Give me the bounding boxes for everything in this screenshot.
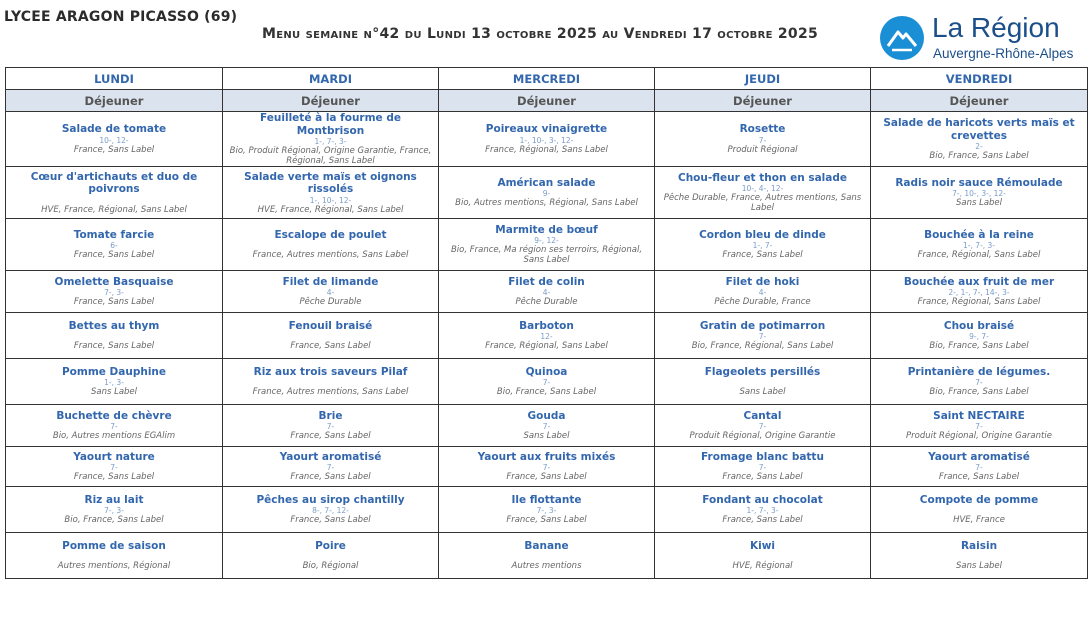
dish-cell (6, 359, 223, 405)
dish-cell (223, 487, 439, 533)
dish-cell (223, 112, 439, 167)
dish-allergens: 1-, 3- (104, 378, 124, 388)
dish-name: Saint NECTAIRE (933, 409, 1025, 422)
dish-labels: Bio, Autres mentions, Régional, Sans Label (455, 198, 638, 209)
dish-cell (223, 405, 439, 447)
dish-allergens (659, 552, 866, 561)
dish-name: Yaourt aromatisé (279, 450, 382, 463)
dish-name: Compote de pomme (919, 493, 1039, 506)
dish-allergens: 7- (975, 378, 983, 388)
dish-cell (6, 447, 223, 487)
dish-allergens: 7- (326, 422, 335, 432)
dish-labels: Bio, France, Sans Label (929, 387, 1029, 398)
dish-allergens: 7- (542, 422, 551, 432)
dish-cell (6, 271, 223, 313)
dish-labels: France, Autres mentions, Sans Label (252, 387, 409, 398)
dish-name: Raisin (960, 539, 998, 552)
dish-name: Poire (315, 539, 346, 552)
dish-name: Tomate farcie (73, 228, 155, 241)
dish-allergens (10, 552, 218, 561)
dish-name: Filet de hoki (725, 275, 800, 288)
dish-cell (655, 219, 871, 271)
dish-labels: France, Sans Label (73, 144, 155, 155)
meal-row (6, 90, 1088, 112)
dish-cell (223, 533, 439, 579)
dish-cell (439, 271, 655, 313)
dish-labels: France, Autres mentions, Sans Label (252, 250, 409, 261)
dish-labels: France, Sans Label (506, 472, 587, 483)
dish-allergens: 7- (758, 332, 767, 342)
dish-labels: France, Sans Label (722, 472, 803, 483)
dish-cell (871, 271, 1088, 313)
dish-row (6, 487, 1088, 533)
dish-labels: Sans Label (739, 387, 786, 398)
dish-allergens (227, 241, 434, 250)
dish-labels: France, Sans Label (290, 515, 371, 526)
dish-name: Riz aux trois saveurs Pilaf (253, 365, 408, 378)
dish-name: Cœur d'artichauts et duo de poivrons (30, 170, 198, 195)
dish-name: Fromage blanc battu (701, 450, 824, 463)
dish-allergens: 4- (758, 288, 767, 298)
mountain-icon (880, 16, 924, 60)
dish-labels: France, Sans Label (73, 297, 155, 308)
dish-allergens: 1-, 10-, 12- (309, 195, 352, 205)
dish-row (6, 533, 1088, 579)
dish-name: Quinoa (525, 365, 568, 378)
dish-allergens: 1-, 7-, 3- (963, 241, 995, 251)
dish-labels: France, Sans Label (722, 250, 803, 261)
dish-labels: Sans Label (90, 387, 138, 398)
dish-cell (6, 533, 223, 579)
dish-name: Pomme de saison (62, 539, 166, 552)
dish-name: Salade de tomate (61, 123, 167, 136)
dish-cell (439, 533, 655, 579)
dish-name: Riz au lait (84, 493, 144, 506)
dish-cell (6, 313, 223, 359)
dish-name: Yaourt nature (73, 450, 155, 463)
dish-cell (655, 533, 871, 579)
dish-allergens: 9-, 7- (969, 332, 989, 342)
day-header: JEUDI (655, 68, 871, 90)
dish-cell (223, 359, 439, 405)
dish-cell (655, 359, 871, 405)
dish-cell (6, 167, 223, 219)
dish-cell (439, 219, 655, 271)
dish-name: Chou braisé (943, 319, 1015, 332)
dish-allergens: 7- (975, 422, 983, 432)
dish-cell (871, 219, 1088, 271)
dish-allergens (875, 552, 1083, 561)
dish-cell (655, 487, 871, 533)
dish-labels: France, Sans Label (290, 341, 371, 352)
dish-allergens (227, 332, 434, 341)
dish-labels: Pêche Durable, France, Autres mentions, Sans Label (663, 193, 862, 214)
dish-name: Fenouil braisé (288, 319, 373, 332)
dish-allergens: 2- (975, 142, 983, 151)
dish-allergens: 2-, 1-, 7-, 14-, 3- (948, 288, 1010, 298)
logo-subtitle: Auvergne-Rhône-Alpes (933, 46, 1074, 61)
day-header-row (6, 68, 1088, 90)
dish-name: Pomme Dauphine (61, 365, 167, 378)
dish-name: Poireaux vinaigrette (485, 123, 608, 136)
dish-labels: HVE, France (953, 515, 1005, 526)
day-header: LUNDI (6, 68, 223, 90)
dish-name: Gouda (527, 409, 566, 422)
dish-allergens: 7- (758, 422, 767, 432)
dish-labels: France, Régional, Sans Label (485, 144, 608, 155)
dish-row (6, 271, 1088, 313)
dish-allergens (875, 506, 1083, 515)
menu-title: Menu semaine n°42 du Lundi 13 octobre 2025 au Vendredi 17 octobre 2025 (262, 26, 819, 42)
dish-name: Salade verte maïs et oignons rissolés (244, 170, 417, 195)
dish-labels: HVE, France, Régional, Sans Label (257, 204, 404, 215)
dish-labels: HVE, France, Régional, Sans Label (41, 204, 187, 215)
dish-allergens: 7-, 3- (104, 506, 124, 516)
dish-allergens: 10-, 4-, 12- (741, 184, 784, 194)
dish-cell (871, 167, 1088, 219)
dish-name: Cantal (743, 409, 782, 422)
dish-cell (655, 313, 871, 359)
dish-allergens (227, 378, 434, 387)
dish-cell (439, 405, 655, 447)
dish-row (6, 313, 1088, 359)
dish-cell (223, 271, 439, 313)
dish-labels: Pêche Durable, France (714, 297, 811, 308)
dish-labels: Bio, France, Sans Label (496, 387, 597, 398)
dish-allergens (10, 196, 218, 205)
dish-labels: Bio, France, Régional, Sans Label (691, 341, 834, 352)
dish-cell (6, 219, 223, 271)
dish-allergens: 12- (540, 332, 553, 342)
dish-cell (223, 219, 439, 271)
dish-cell (223, 447, 439, 487)
dish-name: Omelette Basquaise (54, 275, 174, 288)
dish-cell (871, 447, 1088, 487)
dish-allergens (10, 332, 218, 341)
dish-allergens: 7- (975, 463, 983, 473)
dish-labels: Bio, Autres mentions EGAlim (52, 431, 176, 442)
dish-allergens: 7- (758, 463, 767, 473)
dish-labels: Produit Régional, Origine Garantie (689, 431, 836, 442)
dish-name: Pêches au sirop chantilly (256, 493, 405, 506)
dish-cell (439, 487, 655, 533)
dish-allergens: 1-, 7-, 3- (746, 506, 779, 516)
dish-name: Flageolets persillés (704, 365, 821, 378)
dish-name: Yaourt aromatisé (928, 450, 1030, 463)
dish-cell (655, 112, 871, 167)
dish-name: Banane (524, 539, 569, 552)
dish-allergens: 9-, 12- (534, 236, 559, 246)
dish-allergens: 9- (542, 189, 551, 199)
dish-cell (871, 359, 1088, 405)
dish-name: Bouchée aux fruit de mer (903, 275, 1055, 288)
dish-name: Kiwi (749, 539, 776, 552)
dish-row (6, 447, 1088, 487)
dish-allergens: 7- (110, 422, 118, 432)
school-name: LYCEE ARAGON PICASSO (69) (4, 9, 238, 25)
dish-cell (871, 533, 1088, 579)
dish-labels: Bio, Produit Régional, Origine Garantie, France, Régional, Sans Label (229, 146, 432, 166)
dish-row (6, 167, 1088, 219)
day-header: MERCREDI (439, 68, 655, 90)
dish-cell (223, 313, 439, 359)
dish-allergens: 10-, 12- (99, 135, 129, 145)
dish-allergens: 1-, 7- (752, 241, 773, 251)
dish-labels: Sans Label (523, 431, 570, 442)
dish-name: Yaourt aux fruits mixés (477, 450, 616, 463)
dish-allergens: 7- (758, 135, 767, 145)
dish-allergens: 7- (326, 463, 335, 473)
dish-labels: Pêche Durable (299, 297, 362, 308)
dish-allergens: 4- (542, 288, 551, 298)
dish-labels: Bio, France, Sans Label (64, 515, 164, 526)
dish-name: Filet de limande (282, 275, 379, 288)
dish-name: Américan salade (497, 176, 596, 189)
meal-label: Déjeuner (223, 90, 439, 112)
dish-name: Fondant au chocolat (702, 493, 823, 506)
dish-labels: Bio, Régional (302, 561, 359, 572)
dish-labels: Bio, France, Ma région ses terroirs, Régional, Sans Label (450, 245, 643, 266)
dish-labels: France, Régional, Sans Label (917, 250, 1041, 261)
dish-cell (6, 487, 223, 533)
dish-allergens: 1-, 7-, 3- (314, 137, 347, 146)
dish-labels: France, Sans Label (938, 472, 1020, 483)
dish-labels: Bio, France, Sans Label (929, 341, 1029, 352)
dish-name: Brie (318, 409, 343, 422)
meal-label: Déjeuner (655, 90, 871, 112)
day-header: MARDI (223, 68, 439, 90)
dish-allergens: 8-, 7-, 12- (312, 506, 349, 516)
meal-label: Déjeuner (439, 90, 655, 112)
dish-allergens: 7- (542, 378, 551, 388)
dish-name: Gratin de potimarron (699, 319, 826, 332)
dish-labels: Bio, France, Sans Label (929, 151, 1029, 161)
dish-cell (223, 167, 439, 219)
dish-allergens: 6- (110, 241, 118, 251)
meal-label: Déjeuner (6, 90, 223, 112)
dish-name: Bouchée à la reine (924, 228, 1034, 241)
dish-labels: France, Régional, Sans Label (485, 341, 608, 352)
dish-name: Printanière de légumes. (907, 365, 1051, 378)
dish-labels: HVE, Régional (732, 561, 793, 572)
dish-cell (871, 112, 1088, 167)
dish-labels: Produit Régional, Origine Garantie (906, 431, 1052, 442)
dish-cell (655, 405, 871, 447)
dish-name: Ile flottante (511, 493, 582, 506)
dish-row (6, 359, 1088, 405)
dish-name: Buchette de chèvre (56, 409, 172, 422)
dish-allergens: 7-, 10-, 3-, 12- (952, 189, 1006, 199)
dish-cell (655, 167, 871, 219)
dish-labels: France, Sans Label (73, 472, 155, 483)
dish-name: Rosette (739, 123, 786, 136)
dish-cell (439, 112, 655, 167)
dish-cell (871, 487, 1088, 533)
dish-labels: Autres mentions, Régional (57, 561, 171, 572)
meal-label: Déjeuner (871, 90, 1088, 112)
dish-name: Feuilleté à la fourme de Montbrison (260, 112, 401, 137)
dish-name: Bettes au thym (68, 319, 160, 332)
dish-cell (439, 167, 655, 219)
dish-cell (871, 313, 1088, 359)
dish-labels: France, Sans Label (290, 472, 371, 483)
dish-allergens: 7-, 3- (104, 288, 124, 298)
dish-labels: Autres mentions (511, 561, 582, 572)
dish-labels: Pêche Durable (515, 297, 578, 308)
dish-row (6, 112, 1088, 167)
dish-cell (439, 447, 655, 487)
dish-labels: Produit Régional (727, 144, 798, 155)
dish-allergens (227, 552, 434, 561)
dish-name: Chou-fleur et thon en salade (678, 171, 847, 184)
dish-row (6, 219, 1088, 271)
dish-allergens: 7-, 3- (536, 506, 557, 516)
dish-name: Escalope de poulet (274, 228, 387, 241)
dish-name: Salade de haricots verts maïs et crevettes (883, 117, 1075, 142)
dish-name: Barboton (519, 319, 574, 332)
dish-cell (655, 271, 871, 313)
dish-name: Marmite de bœuf (495, 223, 598, 236)
dish-allergens: 1-, 10-, 3-, 12- (519, 135, 574, 145)
dish-labels: Sans Label (955, 198, 1003, 209)
region-logo (880, 14, 1085, 64)
dish-allergens (443, 552, 650, 561)
dish-cell (439, 359, 655, 405)
dish-cell (6, 405, 223, 447)
dish-labels: Sans Label (955, 561, 1003, 572)
dish-cell (439, 313, 655, 359)
dish-allergens (659, 378, 866, 387)
dish-cell (6, 112, 223, 167)
dish-cell (655, 447, 871, 487)
dish-allergens: 7- (110, 463, 118, 473)
dish-allergens: 4- (326, 288, 335, 298)
dish-labels: France, Sans Label (73, 250, 155, 261)
dish-name: Filet de colin (508, 275, 585, 288)
menu-table (5, 67, 1088, 579)
dish-labels: France, Sans Label (722, 515, 803, 526)
dish-cell (871, 405, 1088, 447)
dish-labels: France, Sans Label (506, 515, 587, 526)
dish-labels: France, Régional, Sans Label (917, 297, 1041, 308)
day-header: VENDREDI (871, 68, 1088, 90)
dish-labels: France, Sans Label (290, 431, 371, 442)
dish-row (6, 405, 1088, 447)
dish-name: Radis noir sauce Rémoulade (895, 176, 1063, 189)
logo-name: La Région (932, 12, 1060, 43)
dish-name: Cordon bleu de dinde (699, 228, 826, 241)
dish-labels: France, Sans Label (73, 341, 155, 352)
dish-allergens: 7- (542, 463, 551, 473)
